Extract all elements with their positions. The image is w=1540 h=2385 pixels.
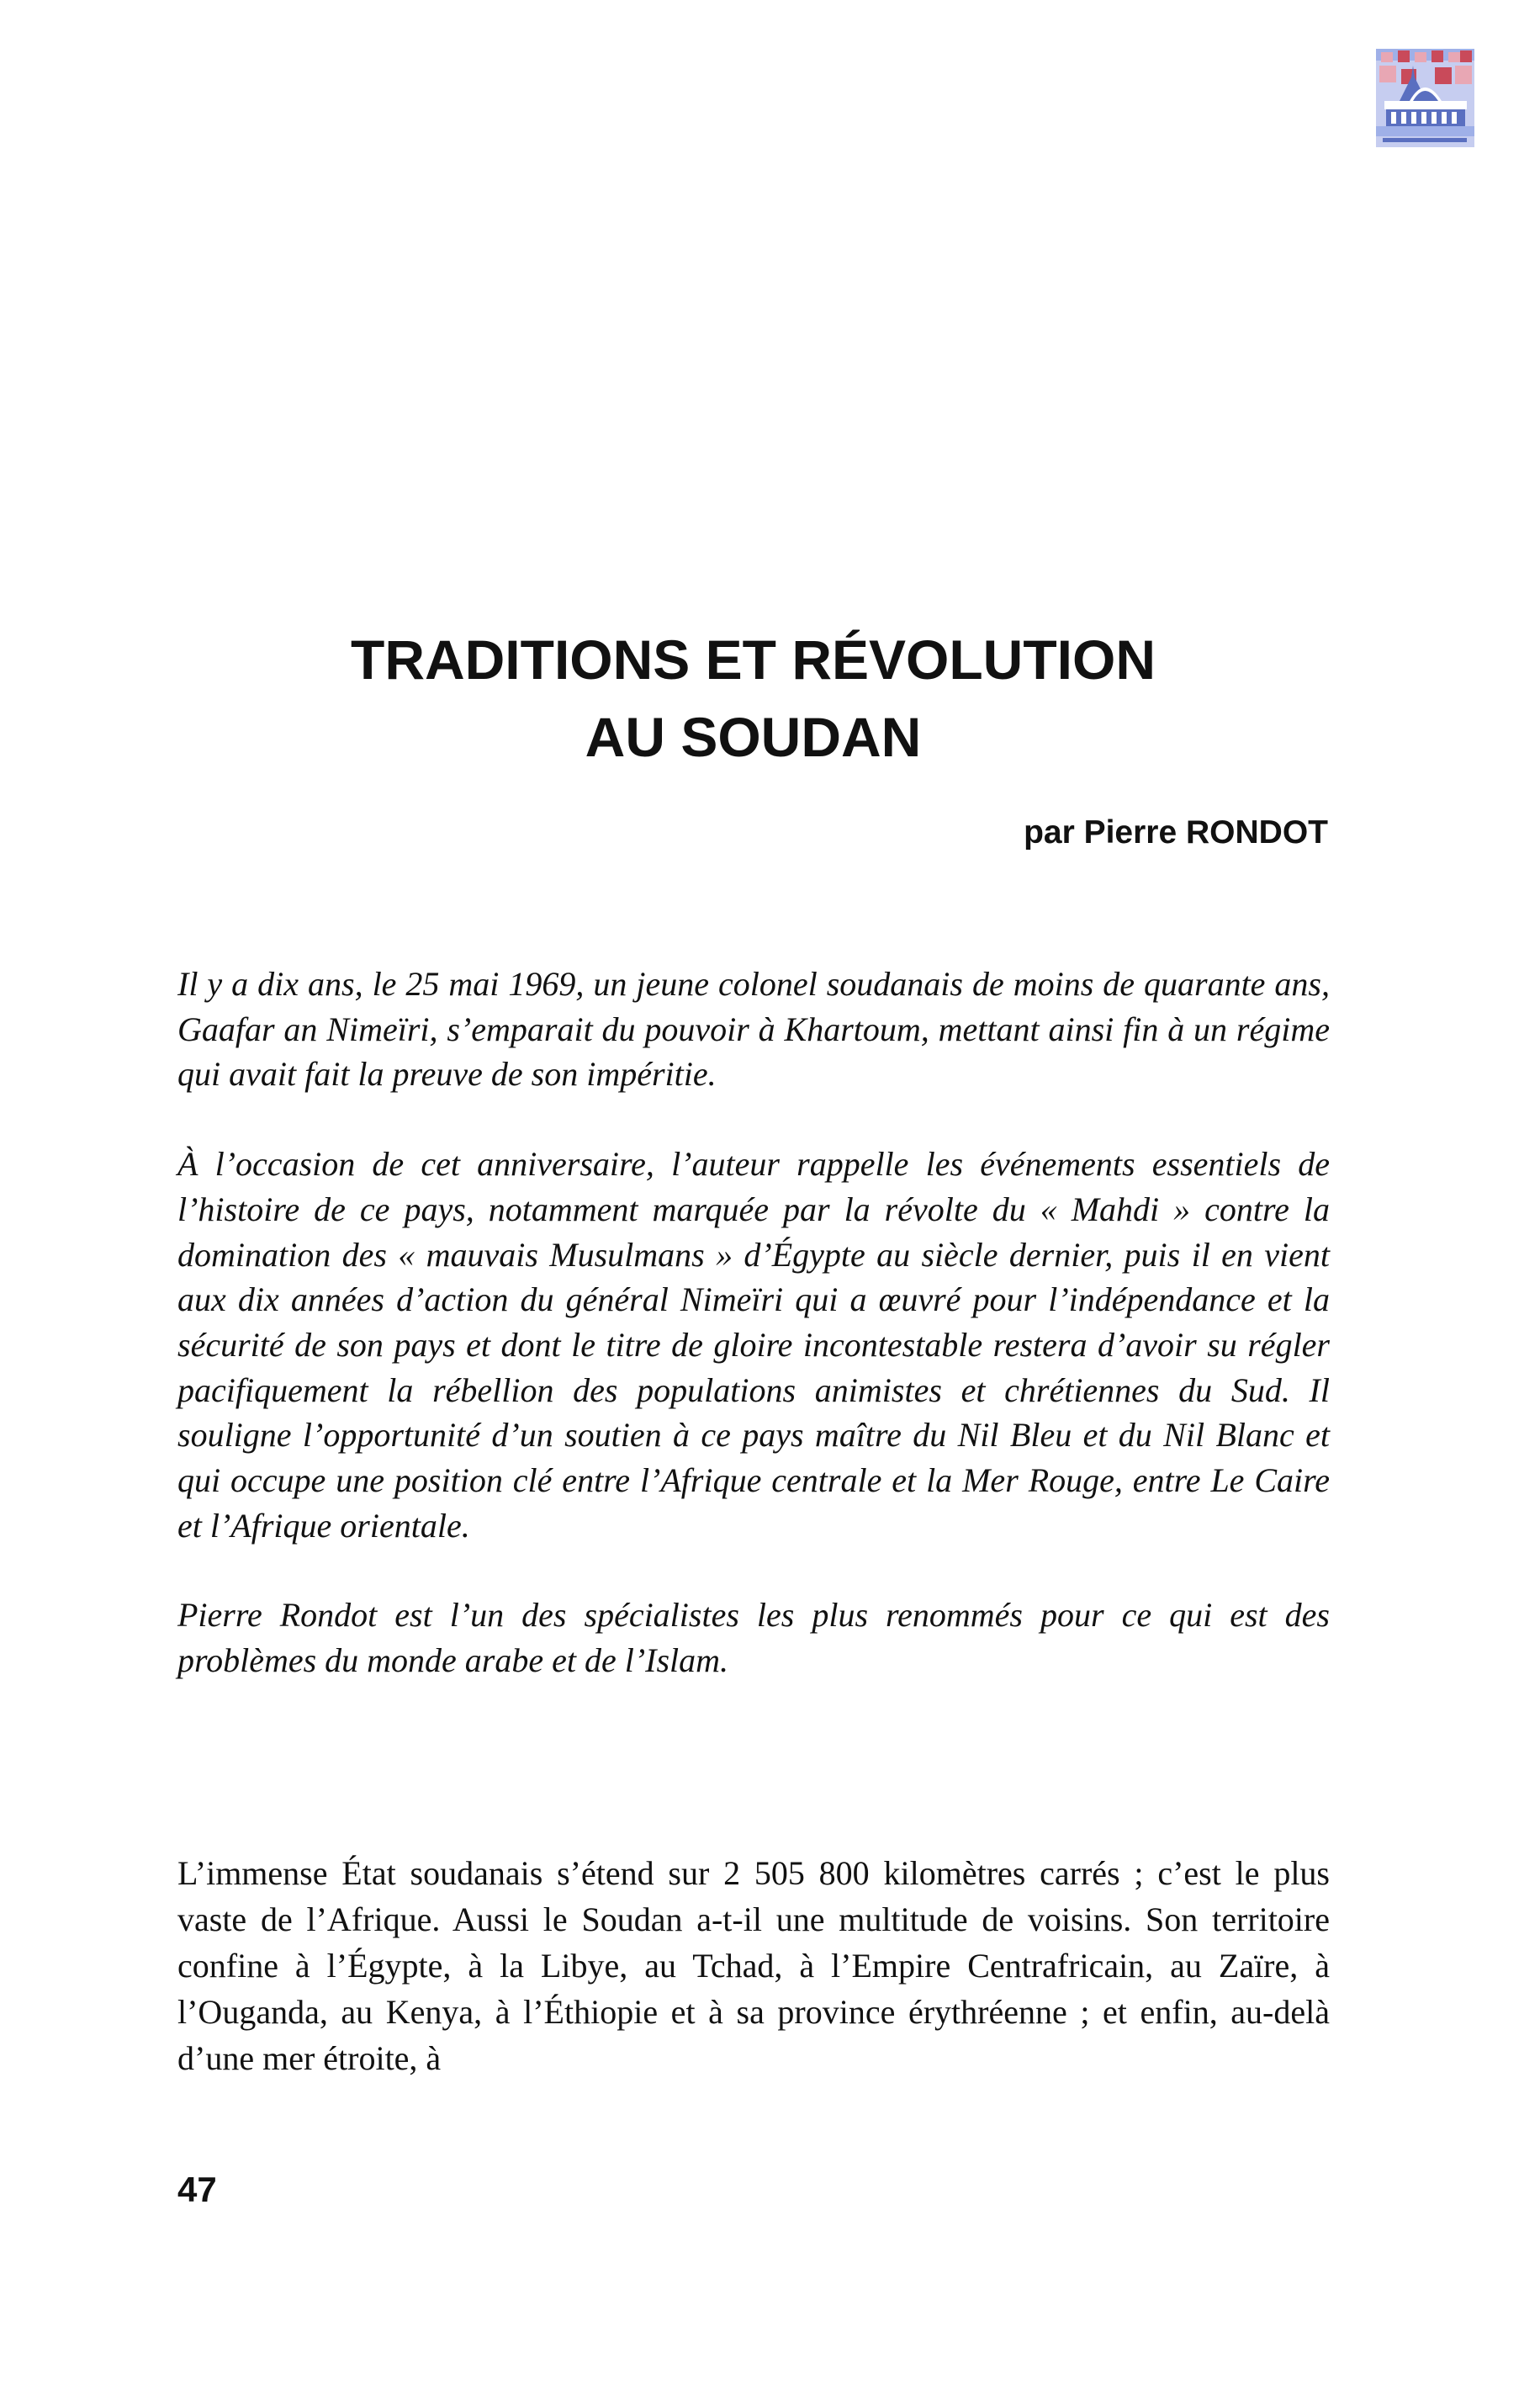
article-title xyxy=(151,621,1355,776)
publisher-logo xyxy=(1376,49,1474,147)
body-paragraph: L’immense État soudanais s’étend sur 2 505 800 kilomètres carrés ; c’est le plus vaste de l’Afrique. Aussi le Soudan a-t-il une multitude de voisins. Son territoire confine à l’Égypte, à la Libye, au Tchad, à l’Empire Centrafricain, au Zaïre, à l’Ouganda, au Kenya, à l’Éthiopie et à sa province érythréenne ; et enfin, au-delà d’une mer étroite, à xyxy=(177,1854,1330,2077)
article-title-line-1: TRADITIONS ET RÉVOLUTION xyxy=(351,628,1156,691)
abstract-paragraph: Il y a dix ans, le 25 mai 1969, un jeune colonel soudanais de moins de quarante ans, Gaafar an Nimeïri, s’emparait du pouvoir à Khartoum, mettant ainsi fin à un régime qui avait fait la preuve de son impéritie. xyxy=(177,965,1330,1094)
article-title-line-2: AU SOUDAN xyxy=(585,706,922,768)
page-number: 47 xyxy=(177,2170,217,2209)
article-author: par Pierre RONDOT xyxy=(1024,814,1328,851)
library-building-logo-icon xyxy=(1376,49,1474,147)
article-abstract xyxy=(177,962,1330,1728)
abstract-paragraph: À l’occasion de cet anniversaire, l’auteur rappelle les événements essentiels de l’histoire de ce pays, notamment marquée par la révolte du « Mahdi » contre la domination des « mauvais Musulmans » d’Égypte au siècle dernier, puis il en vient aux dix années d’action du général Nimeïri qui a œuvré pour l’indépendance et la sécurité de son pays et dont le titre de gloire incontestable restera d’avoir su régler pacifiquement la rébellion des populations animistes et chrétiennes du Sud. Il souligne l’opportunité d’un soutien à ce pays maître du Nil Bleu et du Nil Blanc et qui occupe une position clé entre l’Afrique centrale et la Mer Rouge, entre Le Caire et l’Afrique orientale. xyxy=(177,1145,1330,1545)
abstract-paragraph: Pierre Rondot est l’un des spécialistes les plus renommés pour ce qui est des problèmes du monde arabe et de l’Islam. xyxy=(177,1596,1330,1680)
